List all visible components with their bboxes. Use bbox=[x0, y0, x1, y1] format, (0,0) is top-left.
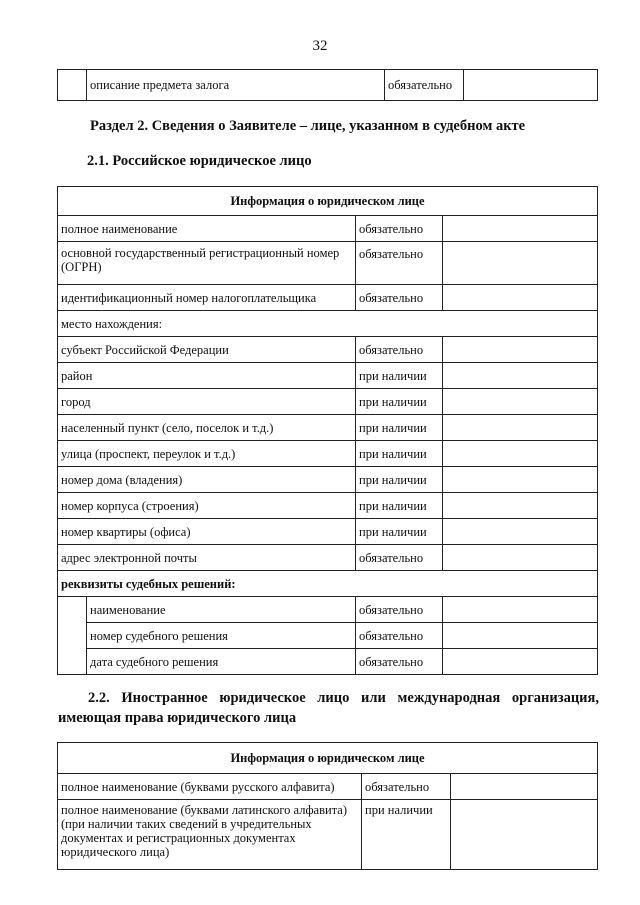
table-row bbox=[58, 337, 598, 363]
table-row bbox=[58, 242, 598, 285]
table-row bbox=[58, 389, 598, 415]
field-label: номер корпуса (строения) bbox=[58, 493, 356, 519]
value-cell bbox=[443, 545, 598, 571]
field-label: основной государственный регистрационный номер (ОГРН) bbox=[58, 242, 356, 285]
value-cell bbox=[464, 70, 598, 101]
field-status: обязательно bbox=[356, 216, 443, 242]
table-row bbox=[58, 800, 598, 870]
table-row bbox=[58, 597, 598, 623]
court-label: реквизиты судебных решений: bbox=[58, 571, 598, 597]
table-row bbox=[58, 285, 598, 311]
field-label: полное наименование (буквами русского алфавита) bbox=[58, 774, 362, 800]
table-header-row bbox=[58, 743, 598, 774]
subsection-title: 2.1. Российское юридическое лицо bbox=[87, 153, 312, 169]
table-header-row bbox=[58, 187, 598, 216]
value-cell bbox=[443, 242, 598, 285]
table-row bbox=[58, 571, 598, 597]
value-cell bbox=[443, 363, 598, 389]
subsection-title-line1: 2.2. Иностранное юридическое лицо или международная организация, bbox=[88, 690, 599, 706]
field-label: район bbox=[58, 363, 356, 389]
table-row bbox=[58, 545, 598, 571]
field-label: дата судебного решения bbox=[87, 649, 356, 675]
value-cell bbox=[443, 519, 598, 545]
field-status: при наличии bbox=[356, 363, 443, 389]
field-status: при наличии bbox=[356, 519, 443, 545]
section-title: Раздел 2. Сведения о Заявителе – лице, указанном в судебном акте bbox=[90, 118, 526, 134]
location-label: место нахождения: bbox=[58, 311, 598, 337]
field-status: при наличии bbox=[362, 800, 451, 870]
value-cell bbox=[451, 800, 598, 870]
subsection-title-foreign bbox=[58, 688, 599, 728]
value-cell bbox=[443, 285, 598, 311]
field-label: номер судебного решения bbox=[87, 623, 356, 649]
field-label: полное наименование bbox=[58, 216, 356, 242]
value-cell bbox=[451, 774, 598, 800]
table-row bbox=[58, 623, 598, 649]
value-cell bbox=[443, 467, 598, 493]
field-label: описание предмета залога bbox=[87, 70, 385, 101]
top-table bbox=[57, 69, 598, 101]
table-header: Информация о юридическом лице bbox=[58, 743, 598, 774]
index-cell bbox=[58, 70, 87, 101]
field-label: населенный пункт (село, поселок и т.д.) bbox=[58, 415, 356, 441]
value-cell bbox=[443, 216, 598, 242]
field-label: наименование bbox=[87, 597, 356, 623]
russian-entity-table bbox=[57, 186, 598, 675]
field-label: город bbox=[58, 389, 356, 415]
table-row bbox=[58, 363, 598, 389]
value-cell bbox=[443, 415, 598, 441]
field-status: обязательно bbox=[356, 649, 443, 675]
table-row bbox=[58, 519, 598, 545]
table-row bbox=[58, 774, 598, 800]
field-status: обязательно bbox=[356, 337, 443, 363]
field-label: номер дома (владения) bbox=[58, 467, 356, 493]
value-cell bbox=[443, 623, 598, 649]
table-header: Информация о юридическом лице bbox=[58, 187, 598, 216]
field-status: при наличии bbox=[356, 389, 443, 415]
field-status: обязательно bbox=[356, 545, 443, 571]
subsection-title-line2: имеющая права юридического лица bbox=[58, 710, 297, 726]
foreign-entity-table bbox=[57, 742, 598, 870]
field-label: субъект Российской Федерации bbox=[58, 337, 356, 363]
field-status: обязательно bbox=[362, 774, 451, 800]
value-cell bbox=[443, 441, 598, 467]
field-status: обязательно bbox=[356, 242, 443, 285]
field-status: обязательно bbox=[385, 70, 464, 101]
value-cell bbox=[443, 649, 598, 675]
field-label: полное наименование (буквами латинского алфавита) (при наличии таких сведений в учредительных документах и регистрационных документах юридического лица) bbox=[58, 800, 362, 870]
table-row bbox=[58, 493, 598, 519]
field-label: улица (проспект, переулок и т.д.) bbox=[58, 441, 356, 467]
value-cell bbox=[443, 337, 598, 363]
indent-cell bbox=[58, 597, 87, 675]
field-label: идентификационный номер налогоплательщика bbox=[58, 285, 356, 311]
field-status: обязательно bbox=[356, 285, 443, 311]
field-status: при наличии bbox=[356, 493, 443, 519]
value-cell bbox=[443, 493, 598, 519]
table-row bbox=[58, 649, 598, 675]
table-row bbox=[58, 70, 598, 101]
field-status: при наличии bbox=[356, 467, 443, 493]
field-label: номер квартиры (офиса) bbox=[58, 519, 356, 545]
field-status: обязательно bbox=[356, 597, 443, 623]
table-row bbox=[58, 467, 598, 493]
table-row bbox=[58, 311, 598, 337]
table-row bbox=[58, 441, 598, 467]
table-row bbox=[58, 216, 598, 242]
value-cell bbox=[443, 389, 598, 415]
value-cell bbox=[443, 597, 598, 623]
table-row bbox=[58, 415, 598, 441]
field-status: при наличии bbox=[356, 415, 443, 441]
field-label: адрес электронной почты bbox=[58, 545, 356, 571]
page-number: 32 bbox=[312, 38, 328, 54]
field-status: обязательно bbox=[356, 623, 443, 649]
field-status: при наличии bbox=[356, 441, 443, 467]
